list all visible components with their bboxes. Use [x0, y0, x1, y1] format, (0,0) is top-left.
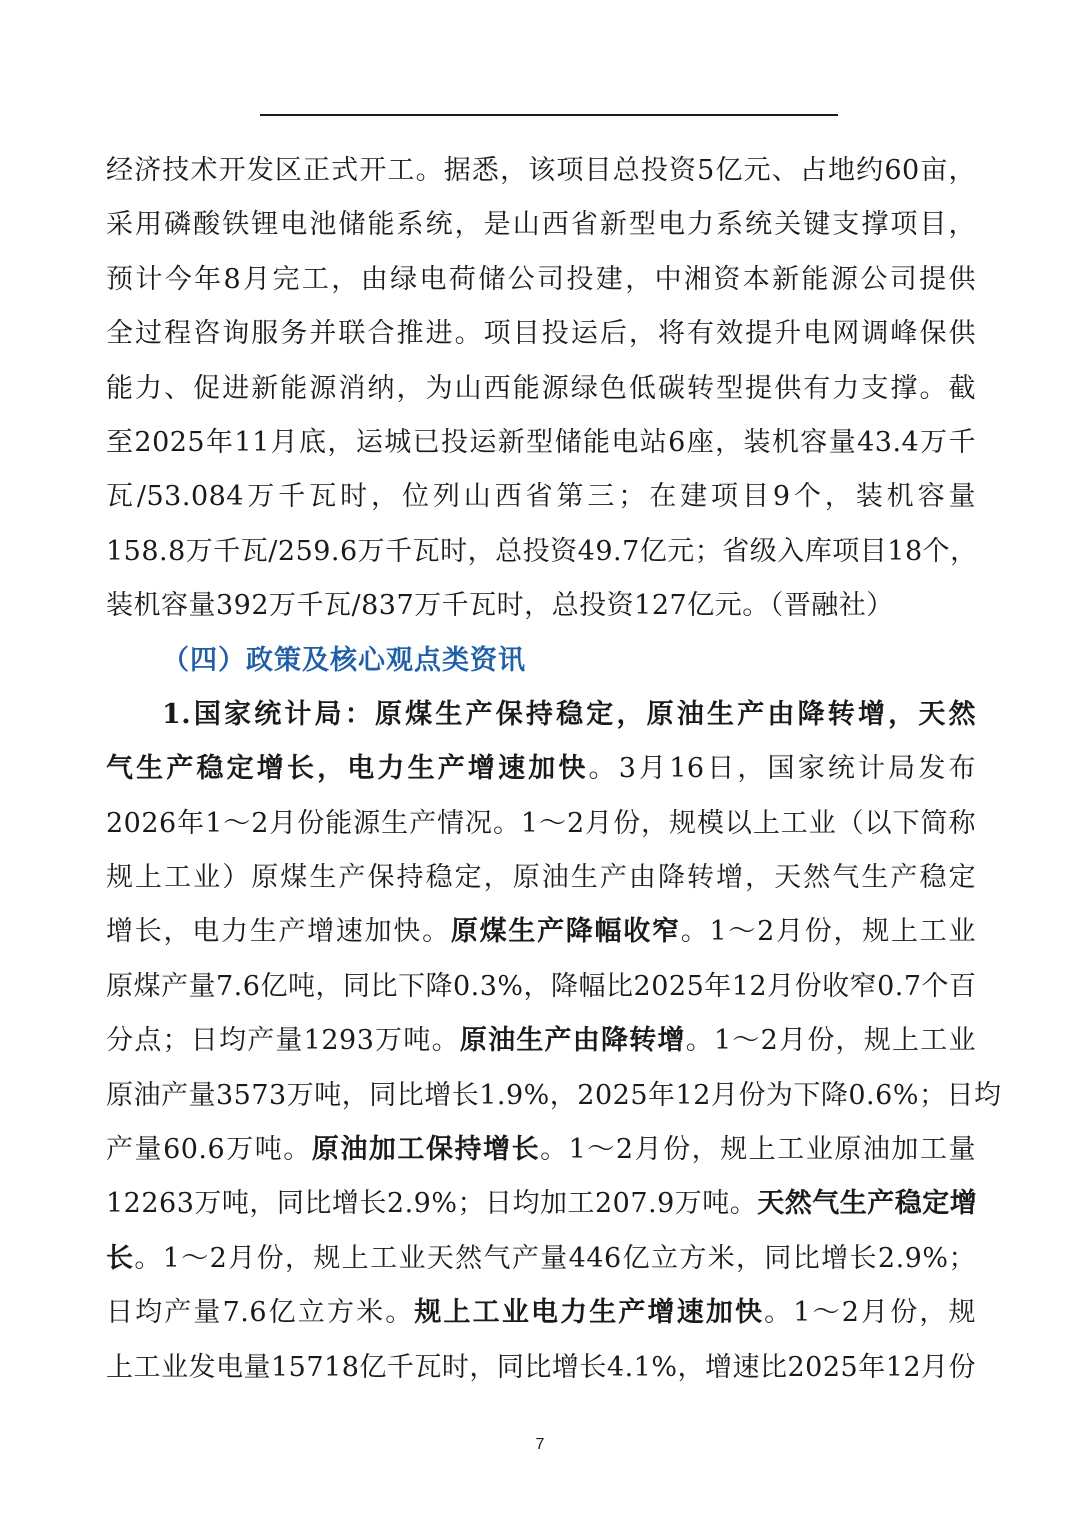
- text-run: 。1～2月份，规上工业: [680, 916, 977, 948]
- text-line: [106, 905, 976, 959]
- text-line: 采用磷酸铁锂电池储能系统，是山西省新型电力系统关键支撑项目，: [106, 209, 976, 241]
- bold-headline: 气生产稳定增长，电力生产增速加快: [106, 753, 589, 785]
- text-line: [106, 1232, 976, 1286]
- text-run: 。1～2月份，规上工业: [685, 1025, 977, 1057]
- bold-subheading: 原油加工保持增长: [311, 1134, 541, 1166]
- bold-subheading: 原煤生产降幅收窄: [450, 916, 681, 948]
- text-run: 分点；日均产量1293万吨。: [106, 1025, 460, 1057]
- bold-subheading: 原油生产由降转增: [459, 1025, 686, 1057]
- text-line: 原油产量3573万吨，同比增长1.9%，2025年12月份为下降0.6%；日均: [106, 1079, 1002, 1111]
- text-line: 预计今年8月完工，由绿电荷储公司投建，中湘资本新能源公司提供: [106, 263, 976, 295]
- text-line: 全过程咨询服务并联合推进。项目投运后，将有效提升电网调峰保供: [106, 318, 976, 350]
- document-body: [106, 144, 1002, 1395]
- text-run: 日均产量7.6亿立方米。: [106, 1297, 415, 1329]
- paragraph-energy-storage: [106, 144, 976, 634]
- text-line: 原煤产量7.6亿吨，同比下降0.3%，降幅比2025年12月份收窄0.7个百: [106, 970, 977, 1002]
- text-run: 增长，电力生产增速加快。: [106, 916, 451, 948]
- text-line: 2026年1～2月份能源生产情况。1～2月份，规模以上工业（以下简称: [106, 807, 976, 839]
- text-line: 瓦/53.084万千瓦时，位列山西省第三；在建项目9个，装机容量: [106, 481, 976, 513]
- text-line: 经济技术开发区正式开工。据悉，该项目总投资5亿元、占地约60亩，: [106, 155, 976, 186]
- text-line: 至2025年11月底，运城已投运新型储能电站6座，装机容量43.4万千: [106, 426, 976, 458]
- text-line: [106, 1123, 976, 1177]
- text-line: 装机容量392万千瓦/837万千瓦时，总投资127亿元。（晋融社）: [106, 590, 894, 622]
- text-run: 产量60.6万吨。: [106, 1134, 312, 1166]
- text-line: [106, 1014, 976, 1068]
- text-line: 能力、促进新能源消纳，为山西能源绿色低碳转型提供有力支撑。截: [106, 372, 976, 404]
- text-run: 。1～2月份，规上工业天然气产量446亿立方米，同比增长2.9%；: [134, 1242, 977, 1274]
- text-run: 12263万吨，同比增长2.9%；日均加工207.9万吨。: [106, 1188, 758, 1220]
- text-line: 规上工业）原煤生产保持稳定，原油生产由降转增，天然气生产稳定: [106, 862, 976, 894]
- header-rule: [260, 114, 838, 116]
- bold-subheading: 天然气生产稳定增: [757, 1188, 978, 1220]
- page-number: 7: [535, 1436, 545, 1453]
- text-line: [106, 688, 976, 742]
- paragraph-energy-production: [106, 688, 1002, 1395]
- section-heading: （四）政策及核心观点类资讯: [162, 644, 526, 676]
- bold-headline: 1.国家统计局：原煤生产保持稳定，原油生产由降转增，天然: [162, 698, 976, 730]
- text-line: 上工业发电量15718亿千瓦时，同比增长4.1%，增速比2025年12月份: [106, 1351, 977, 1383]
- text-run: 。1～2月份，规上工业原油加工量: [540, 1134, 976, 1166]
- text-line: [106, 1177, 976, 1231]
- bold-subheading: 规上工业电力生产增速加快: [414, 1297, 765, 1329]
- text-run: 。1～2月份，规: [764, 1297, 976, 1329]
- text-line: [106, 1286, 976, 1340]
- bold-subheading: 长: [106, 1242, 135, 1274]
- text-run: 。3月16日，国家统计局发布: [588, 753, 976, 785]
- text-line: 158.8万千瓦/259.6万千瓦时，总投资49.7亿元；省级入库项目18个，: [106, 535, 978, 567]
- text-line: [106, 742, 976, 796]
